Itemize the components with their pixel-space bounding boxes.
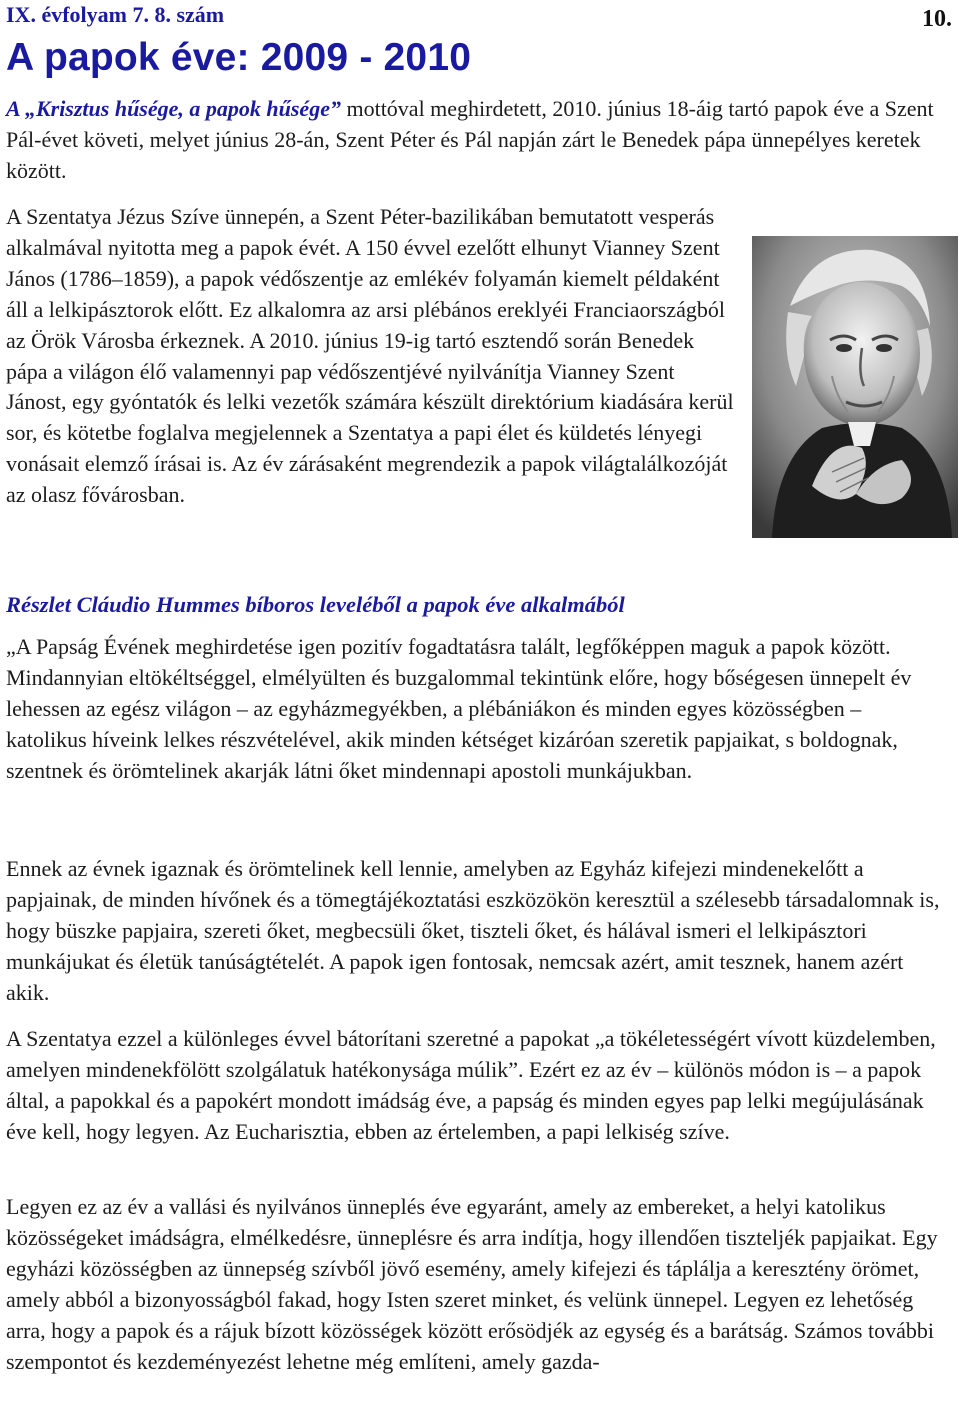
paragraph-6: Legyen ez az év a vallási és nyilvános ünneplés éve egyaránt, amely az embereket, a helyi katolikus közösségeket imádságra, elmélkedésre, ünneplésre és arra indítja, hogy illendően tiszteljék papjaikat. Egy egyházi közösségben az ünnepség szívből jövő esemény, amely kifejezi és táplálja a keresztény örömet, amely abból a bizonyosságból fakad, hogy Isten szeret minket, és velünk ünnepel. Legyen ez lehetőség arra, hogy a papok és a rájuk bízott közösségek között erősödjék az egység és a barátság. Számos további szempontot és kezdeményezést lehetne még említeni, amely gazda- xyxy=(6,1194,938,1374)
intro-paragraph xyxy=(6,94,946,187)
quote-paragraph-1 xyxy=(6,632,946,787)
paragraph-2: A Szentatya Jézus Szíve ünnepén, a Szent Péter-bazilikában bemutatott vesperás alkalmával nyitotta meg a papok évét. A 150 évvel ezelőtt elhunyt Vianney Szent János (1786–1859), a papok védőszentje az emlékév folyamán kiemelt példaként áll a lelkipásztorok előtt. Ez alkalomra az arsi plébános ereklyéi Franciaországból az Örök Városba érkeznek. A 2010. június 19-ig tartó esztendő során Benedek pápa a világon élő valamennyi pap védőszentjévé nyilvánítja Vianney Szent Jánost, egy gyóntatók és lelki vezetők számára készült direktórium kiadására kerül sor, és kötetbe foglalva megjelennek a Szentatya a papi élet és küldetés lényegi vonásait elemző írásai is. Az év zárásaként megrendezik a papok világtalálkozóját az olasz fővárosban. xyxy=(6,204,734,508)
page-number: 10. xyxy=(922,6,952,32)
paragraph-5: A Szentatya ezzel a különleges évvel bátorítani szeretné a papokat „a tökéletességért vívott küzdelemben, amelyen mindenekfölött szolgálatuk hatékonysága múlik”. Ezért ez az év – különös módon is – a papok által, a papokkal és a papokért mondott imádság éve, a papság és minden egyes pap lelki megújulásának éve kell, hogy legyen. Az Eucharisztia, ebben az értelemben, a papi lelkiség szíve. xyxy=(6,1026,936,1144)
vianney-portrait-image xyxy=(752,236,958,538)
issue-header: IX. évfolyam 7. 8. szám xyxy=(6,2,225,27)
quote-paragraph-2 xyxy=(6,854,946,1009)
motto-emphasis: A „Krisztus hűsége, a papok hűsége” xyxy=(6,96,341,121)
quote-paragraph-3 xyxy=(6,1024,946,1148)
paragraph-4: Ennek az évnek igaznak és örömtelinek kell lennie, amelyben az Egyház kifejezi mindenekelőtt a papjainak, de minden hívőnek és a tömegtájékoztatási eszközökön keresztül a szélesebb társadalomnak is, hogy büszke papjaira, szereti őket, megbecsüli őket, tiszteli őket, és hálával ismeri el lelkipásztori munkájukat és életük tanúságtételét. A papok igen fontosak, nemcsak azért, amit tesznek, hanem azért akik. xyxy=(6,856,940,1005)
paragraph-3: „A Papság Évének meghirdetése igen pozitív fogadtatásra talált, legfőképpen maguk a papok között. Mindannyian eltökéltséggel, elmélyülten és buzgalommal tekintünk előre, hogy bőségesen ünnepelt év lehessen az egész világon – az egyházmegyékben, a plébániákon és minden egyes közösségben – katolikus híveink lelkes részvételével, akik minden kétséget kizáróan szeretik papjaikat, s boldognak, szentnek és örömtelinek akarják látni őket mindennapi apostoli munkájukban. xyxy=(6,634,912,783)
section-heading: Részlet Cláudio Hummes bíboros leveléből a papok éve alkalmából xyxy=(6,592,625,617)
quote-paragraph-4 xyxy=(6,1192,946,1377)
article-title: A papok éve: 2009 - 2010 xyxy=(6,36,472,79)
intro-text: mottóval meghirdetett, 2010. június 18-áig tartó papok éve a Szent Pál-évet követi, melyet június 28-án, Szent Péter és Pál napján zárt le Benedek pápa ünnepélyes keretek között. xyxy=(6,96,934,183)
